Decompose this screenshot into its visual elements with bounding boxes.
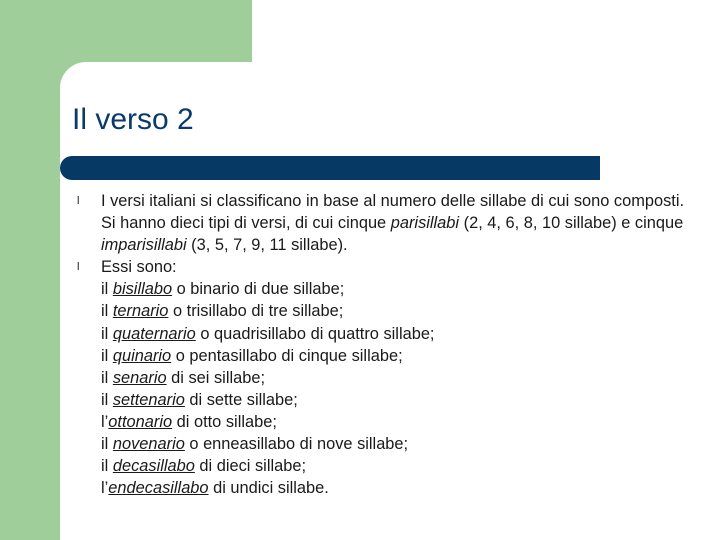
verse-term: senario [112,368,167,387]
list-intro: Essi sono: [101,258,177,277]
bullet-marker: l [77,261,80,274]
line-prefix: il [101,435,113,454]
verse-term: novenario [112,435,185,454]
bullet-item-classification [77,190,701,256]
verse-line-quinario [101,345,701,367]
line-suffix: di otto sillabe; [172,412,277,431]
bullet-item-list [77,256,701,499]
bullet-marker: l [77,195,80,207]
line-suffix: o binario di due sillabe; [172,280,345,299]
bullet-text: I versi italiani si classificano in base al numero delle sillabe di cui sono composti. Si hanno dieci tipi di versi, di cui cinque [101,192,685,233]
line-prefix: il [101,280,113,299]
verse-line-settenario [101,389,701,411]
verse-term: bisillabo [112,280,173,299]
verse-term: settenario [112,390,185,409]
line-suffix: o pentasillabo di cinque sillabe; [171,346,403,365]
bullet-text: (3, 5, 7, 9, 11 sillabe). [186,236,348,255]
verse-term: ottonario [108,412,173,431]
verse-term: decasillabo [112,457,195,476]
title-underline-bar [60,156,600,180]
verse-term: ternario [112,302,169,321]
verse-line-senario [101,367,701,389]
line-suffix: di dieci sillabe; [194,457,307,476]
verse-line-novenario [101,433,701,455]
slide-title: Il verso 2 [72,103,194,136]
verse-term: quaternario [112,324,196,343]
line-prefix: il [101,324,113,343]
line-prefix: il [101,390,113,409]
line-suffix: di sette sillabe; [184,390,298,409]
line-suffix: di undici sillabe. [208,479,329,498]
line-prefix: il [101,368,113,387]
line-prefix: il [101,302,113,321]
line-prefix: l’ [101,412,109,431]
bullet-text: (2, 4, 6, 8, 10 sillabe) e cinque [459,214,684,233]
line-suffix: o enneasillabo di nove sillabe; [184,435,409,454]
verse-line-bisillabo [101,278,701,300]
verse-line-quaternario [101,323,701,345]
verse-term: endecasillabo [108,479,209,498]
verse-term: quinario [112,346,172,365]
line-prefix: l’ [101,479,109,498]
category-parisillabi: parisillabi [390,214,460,233]
category-imparisillabi: imparisillabi [101,236,187,255]
line-suffix: di sei sillabe; [166,368,266,387]
line-prefix: il [101,346,113,365]
verse-line-ternario [101,300,701,322]
line-prefix: il [101,457,113,476]
line-suffix: o quadrisillabo di quattro sillabe; [195,324,435,343]
verse-line-ottonario [101,411,701,433]
line-suffix: o trisillabo di tre sillabe; [168,302,344,321]
slide-body [77,190,701,499]
verse-line-endecasillabo [101,477,701,499]
verse-line-decasillabo [101,455,701,477]
